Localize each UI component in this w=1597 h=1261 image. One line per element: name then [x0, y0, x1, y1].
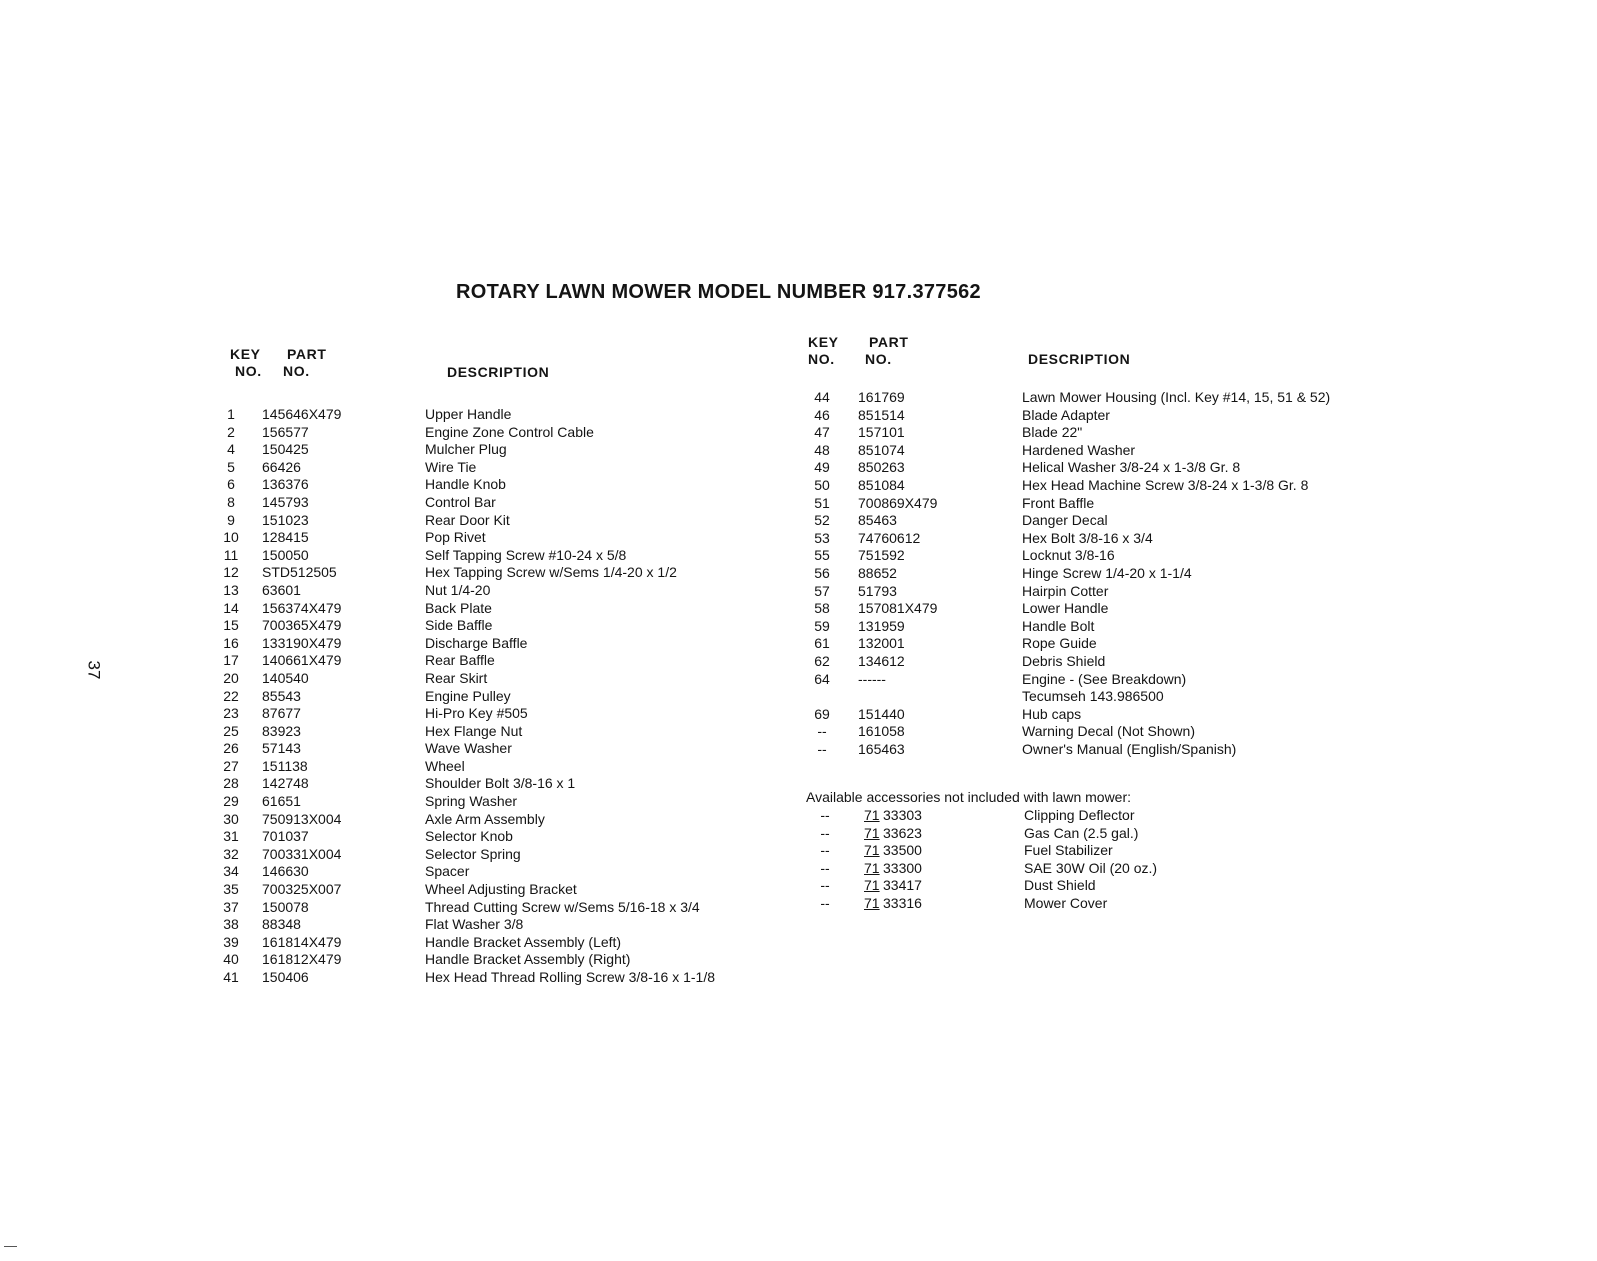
right-key-header-bottom: NO.	[808, 351, 835, 367]
key-number: --	[817, 723, 827, 740]
part-description: Wire Tie	[425, 458, 477, 475]
part-description: Engine Zone Control Cable	[425, 423, 594, 440]
part-description: Tecumseh 143.986500	[1022, 688, 1164, 705]
key-number: 17	[223, 652, 239, 669]
part-number: 63601	[262, 581, 301, 598]
key-number: 28	[223, 775, 239, 792]
part-description: Hairpin Cotter	[1022, 582, 1109, 599]
part-number: 88652	[858, 564, 897, 581]
part-number: 61651	[262, 793, 301, 810]
part-number: 142748	[262, 775, 309, 792]
part-number: 161814X479	[262, 933, 342, 950]
key-number: 62	[814, 652, 830, 669]
part-number: 136376	[262, 476, 309, 493]
part-number: 85463	[858, 512, 897, 529]
key-number: 10	[223, 529, 239, 546]
part-number: 851074	[858, 441, 905, 458]
key-number: 47	[814, 424, 830, 441]
key-number: 55	[814, 547, 830, 564]
key-number: 56	[814, 564, 830, 581]
key-number: 41	[223, 969, 239, 985]
part-description: Hex Tapping Screw w/Sems 1/4-20 x 1/2	[425, 564, 677, 581]
right-part-header-bottom: NO.	[865, 351, 892, 367]
part-description: Hex Head Machine Screw 3/8-24 x 1-3/8 Gr. 8	[1022, 476, 1309, 493]
part-description: Hardened Washer	[1022, 441, 1136, 458]
part-description: Fuel Stabilizer	[1024, 842, 1113, 859]
key-number: 4	[227, 441, 235, 458]
part-number: 145793	[262, 493, 309, 510]
part-description: Selector Spring	[425, 845, 521, 862]
key-number: 5	[227, 458, 235, 475]
part-description: Hex Flange Nut	[425, 722, 523, 739]
part-description: Debris Shield	[1022, 652, 1106, 669]
right-description-header: DESCRIPTION	[1028, 351, 1131, 367]
part-number: 701037	[262, 828, 309, 845]
part-description: Dust Shield	[1024, 877, 1096, 894]
key-number: 23	[223, 705, 239, 722]
part-description: Handle Bolt	[1022, 617, 1095, 634]
key-number: 15	[223, 617, 239, 634]
part-number: 66426	[262, 458, 301, 475]
key-number: 61	[814, 635, 830, 652]
part-prefix: 71	[864, 877, 880, 894]
part-number: 74760612	[858, 529, 921, 546]
part-description: Back Plate	[425, 599, 492, 616]
key-number: 26	[223, 740, 239, 757]
part-number: STD512505	[262, 564, 337, 581]
part-description: Pop Rivet	[425, 529, 486, 546]
part-description: Hex Bolt 3/8-16 x 3/4	[1022, 529, 1153, 546]
part-description: Wave Washer	[425, 740, 512, 757]
part-number: 33300	[883, 859, 922, 876]
key-number: --	[820, 894, 830, 911]
key-number: --	[820, 807, 830, 823]
key-number: 29	[223, 793, 239, 810]
part-number: 87677	[262, 705, 301, 722]
part-number: 151440	[858, 705, 905, 722]
part-prefix: 71	[864, 859, 880, 876]
part-number: 165463	[858, 740, 905, 757]
part-description: Gas Can (2.5 gal.)	[1024, 824, 1139, 841]
key-number: 52	[814, 512, 830, 529]
part-number: 156374X479	[262, 599, 342, 616]
left-key-header	[230, 346, 262, 380]
left-key-header-bottom: NO.	[235, 363, 262, 379]
left-part-header-bottom: NO.	[283, 363, 310, 379]
part-prefix: 71	[864, 807, 880, 823]
key-number: 20	[223, 669, 239, 686]
key-number: 57	[814, 582, 830, 599]
part-number: 83923	[262, 722, 301, 739]
right-part-header-top: PART	[869, 334, 909, 350]
part-number: 128415	[262, 529, 309, 546]
part-number: 134612	[858, 652, 905, 669]
part-number: 700331X004	[262, 845, 342, 862]
part-number: 33303	[883, 807, 922, 823]
key-number: --	[820, 859, 830, 876]
key-number: 25	[223, 722, 239, 739]
key-number: 13	[223, 581, 239, 598]
part-number: 700869X479	[858, 494, 938, 511]
corner-mark	[4, 1246, 17, 1247]
key-number: 9	[227, 511, 235, 528]
part-number: 133190X479	[262, 634, 342, 651]
part-number: 85543	[262, 687, 301, 704]
right-key-header-top: KEY	[808, 334, 839, 350]
part-description: Handle Bracket Assembly (Right)	[425, 951, 631, 968]
part-description: Spring Washer	[425, 793, 518, 810]
part-number: 145646X479	[262, 406, 342, 422]
part-description: Warning Decal (Not Shown)	[1022, 723, 1195, 740]
part-number: 146630	[262, 863, 309, 880]
part-description: Locknut 3/8-16	[1022, 547, 1115, 564]
part-number: 33316	[883, 894, 922, 911]
key-number: 11	[223, 546, 239, 563]
part-description: Lower Handle	[1022, 600, 1109, 617]
part-description: Helical Washer 3/8-24 x 1-3/8 Gr. 8	[1022, 459, 1241, 476]
part-number: 700325X007	[262, 881, 342, 898]
key-number: --	[820, 824, 830, 841]
part-description: Engine Pulley	[425, 687, 511, 704]
key-number: 64	[814, 670, 830, 687]
key-number: 44	[814, 389, 830, 405]
part-description: Upper Handle	[425, 406, 512, 422]
part-number: 140661X479	[262, 652, 342, 669]
part-description: Owner's Manual (English/Spanish)	[1022, 740, 1237, 757]
key-number: 49	[814, 459, 830, 476]
key-number: 34	[223, 863, 239, 880]
part-description: Wheel Adjusting Bracket	[425, 881, 577, 898]
part-description: Rear Baffle	[425, 652, 495, 669]
part-description: Selector Knob	[425, 828, 513, 845]
key-number: 35	[223, 881, 239, 898]
part-number: 851514	[858, 406, 905, 423]
left-description-header: DESCRIPTION	[447, 364, 550, 380]
part-prefix: 71	[864, 824, 880, 841]
part-prefix: 71	[864, 842, 880, 859]
part-number: ------	[858, 670, 886, 687]
part-number: 851084	[858, 476, 905, 493]
page-title: ROTARY LAWN MOWER MODEL NUMBER 917.377562	[456, 281, 981, 303]
part-description: Mulcher Plug	[425, 441, 507, 458]
key-number: 6	[227, 476, 235, 493]
left-part-header-top: PART	[287, 346, 327, 362]
key-number: --	[820, 877, 830, 894]
part-description: Front Baffle	[1022, 494, 1095, 511]
part-number: 33623	[883, 824, 922, 841]
part-number: 157101	[858, 424, 905, 441]
part-description: Flat Washer 3/8	[425, 916, 524, 933]
part-description: Nut 1/4-20	[425, 581, 491, 598]
part-number: 57143	[262, 740, 301, 757]
part-description: Handle Bracket Assembly (Left)	[425, 933, 622, 950]
key-number: 16	[223, 634, 239, 651]
part-description: Rear Skirt	[425, 669, 488, 686]
part-description: Discharge Baffle	[425, 634, 528, 651]
key-number: 51	[814, 494, 830, 511]
part-description: Hinge Screw 1/4-20 x 1-1/4	[1022, 564, 1192, 581]
part-description: Rear Door Kit	[425, 511, 510, 528]
part-description: Spacer	[425, 863, 470, 880]
part-description: Thread Cutting Screw w/Sems 5/16-18 x 3/4	[425, 898, 700, 915]
key-number: 27	[223, 757, 239, 774]
key-number: --	[820, 842, 830, 859]
key-number: 14	[223, 599, 239, 616]
part-number: 751592	[858, 547, 905, 564]
key-number: 39	[223, 933, 239, 950]
part-number: 161812X479	[262, 951, 342, 968]
key-number: 2	[227, 423, 235, 440]
part-description: Blade Adapter	[1022, 406, 1110, 423]
key-number: 12	[223, 564, 239, 581]
key-number: 8	[227, 493, 235, 510]
part-number: 132001	[858, 635, 905, 652]
part-description: Mower Cover	[1024, 894, 1108, 911]
key-number: --	[817, 740, 827, 757]
key-number: 59	[814, 617, 830, 634]
part-description: SAE 30W Oil (20 oz.)	[1024, 859, 1158, 876]
part-number: 850263	[858, 459, 905, 476]
part-number: 750913X004	[262, 810, 342, 827]
part-number: 151138	[262, 757, 308, 774]
part-number: 51793	[858, 582, 897, 599]
part-number: 140540	[262, 669, 309, 686]
left-key-header-top: KEY	[230, 346, 261, 362]
part-description: Hi-Pro Key #505	[425, 705, 528, 722]
key-number: 31	[223, 828, 239, 845]
key-number: 48	[814, 441, 830, 458]
part-description: Side Baffle	[425, 617, 493, 634]
part-number: 161769	[858, 389, 905, 405]
part-description: Rope Guide	[1022, 635, 1097, 652]
part-description: Handle Knob	[425, 476, 506, 493]
key-number: 30	[223, 810, 239, 827]
part-description: Hub caps	[1022, 705, 1082, 722]
part-description: Wheel	[425, 757, 465, 774]
part-description: Engine - (See Breakdown)	[1022, 670, 1187, 687]
key-number: 32	[223, 845, 239, 862]
part-description: Control Bar	[425, 493, 496, 510]
part-number: 33500	[883, 842, 922, 859]
part-number: 88348	[262, 916, 301, 933]
part-description: Axle Arm Assembly	[425, 810, 545, 827]
part-number: 161058	[858, 723, 905, 740]
part-number: 151023	[262, 511, 309, 528]
right-part-header	[865, 334, 908, 368]
key-number: 46	[814, 406, 830, 423]
part-description: Clipping Deflector	[1024, 807, 1135, 823]
page-number: 37	[84, 660, 104, 680]
part-number: 156577	[262, 423, 309, 440]
part-description: Blade 22"	[1022, 424, 1083, 441]
left-part-header	[283, 346, 326, 380]
part-number: 150078	[262, 898, 309, 915]
key-number: 53	[814, 529, 830, 546]
part-description: Lawn Mower Housing (Incl. Key #14, 15, 51 & 52)	[1022, 389, 1331, 405]
part-number: 150406	[262, 969, 309, 985]
key-number: 69	[814, 705, 830, 722]
part-description: Danger Decal	[1022, 512, 1108, 529]
part-description: Hex Head Thread Rolling Screw 3/8-16 x 1-1/8	[425, 969, 716, 985]
key-number: 22	[223, 687, 239, 704]
right-key-header	[808, 334, 839, 368]
part-prefix: 71	[864, 894, 880, 911]
part-number: 33417	[883, 877, 922, 894]
part-number: 150425	[262, 441, 309, 458]
key-number: 40	[223, 951, 239, 968]
key-number: 37	[223, 898, 239, 915]
part-description: Self Tapping Screw #10-24 x 5/8	[425, 546, 627, 563]
key-number: 58	[814, 600, 830, 617]
key-number: 50	[814, 476, 830, 493]
part-description: Shoulder Bolt 3/8-16 x 1	[425, 775, 576, 792]
accessories-label: Available accessories not included with lawn mower:	[806, 789, 1132, 805]
part-number: 131959	[858, 617, 905, 634]
key-number: 1	[227, 406, 235, 422]
part-number: 150050	[262, 546, 309, 563]
part-number: 157081X479	[858, 600, 938, 617]
part-number: 700365X479	[262, 617, 342, 634]
key-number: 38	[223, 916, 239, 933]
